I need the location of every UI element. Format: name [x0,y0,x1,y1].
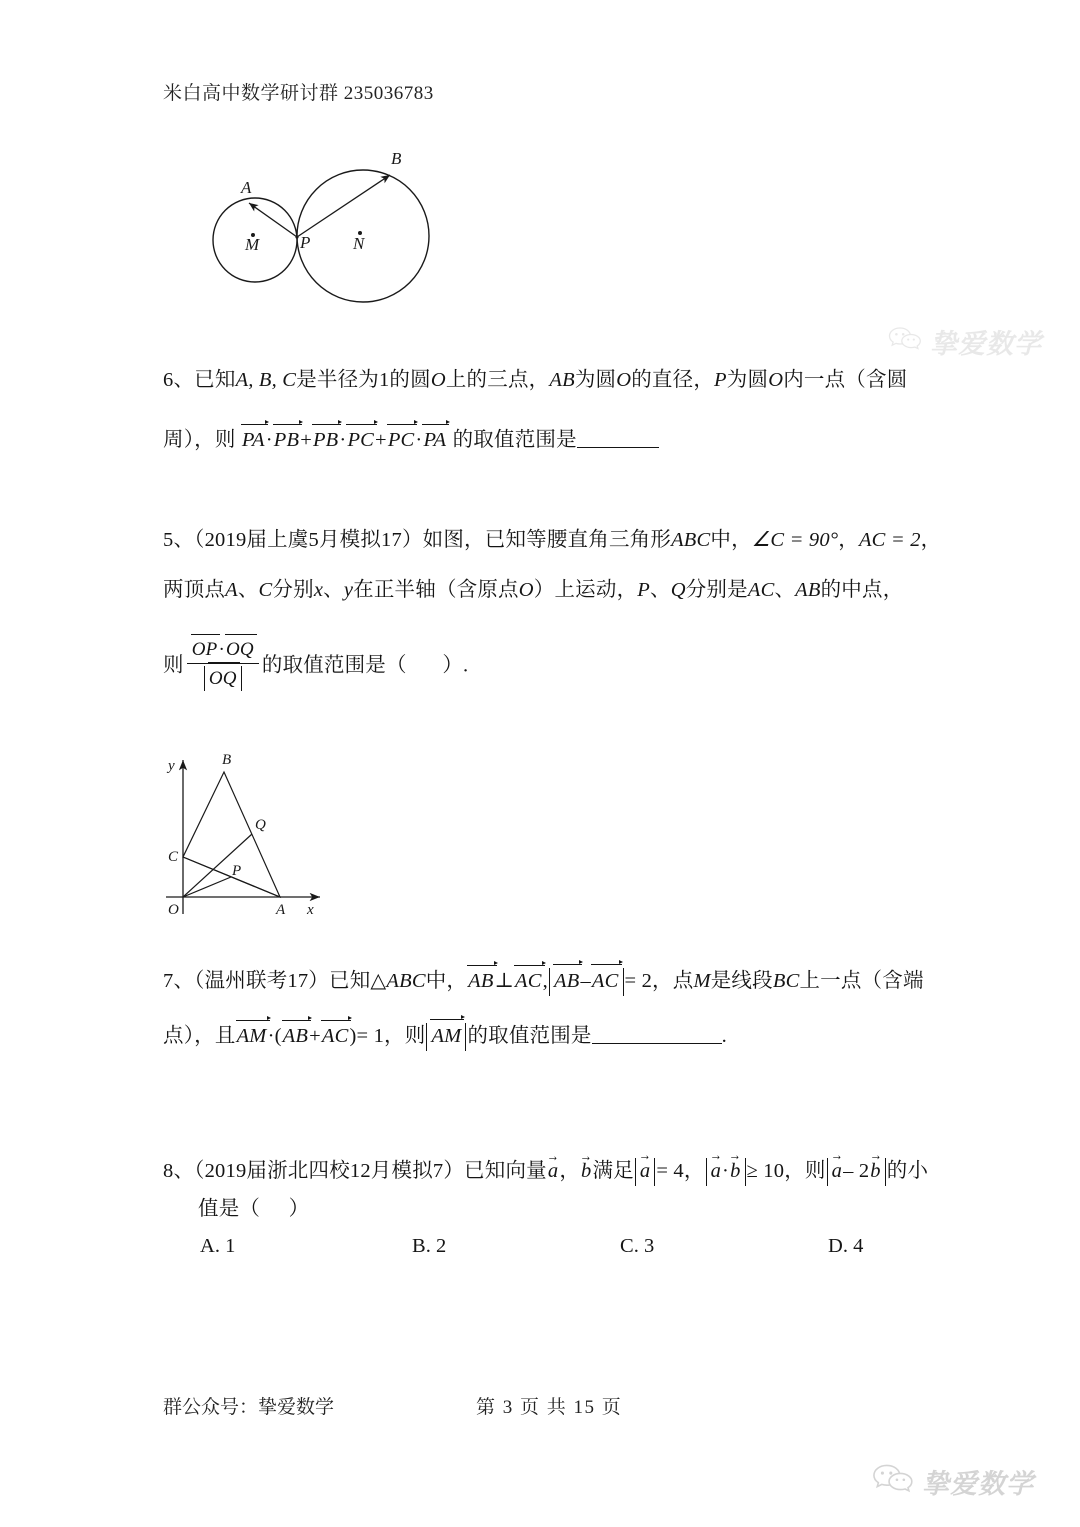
q8-l2: 值是（ [198,1198,261,1220]
watermark-top [888,322,1042,361]
q6-circle-O-3: O [768,369,784,391]
q7-l2-mid: ，则 [384,1025,426,1047]
q8-abs-a [635,1158,655,1186]
option-A[interactable] [200,1235,235,1258]
q5-vertex-C: C [258,579,273,601]
option-C[interactable] [620,1235,654,1258]
problem-6-line-1 [163,368,907,394]
q5-axis-y: y [343,579,354,601]
q5-l2-e: 分别 [272,579,314,601]
q7-seg-BC: BC [772,970,800,992]
q8-vector-a-3: a → [710,1158,722,1186]
q6-text-c: 是半径为1的圆 [296,369,431,391]
q7-l2-tail: 的取值范围是 [467,1025,592,1047]
problem-6-line-2 [163,428,659,454]
q8-vector-b-1: b → [580,1159,592,1185]
figure2-label-O: O [168,902,179,918]
q7-vector-AC-2: AC [591,968,620,996]
q5-point-P: P [637,579,651,601]
q5-l2-i: 在正半轴（含原点 [353,579,519,601]
q5-answer-gap[interactable] [407,654,443,676]
q6-seg-AB: AB [549,369,575,391]
figure2-label-A: A [276,902,286,918]
option-B[interactable] [412,1235,446,1258]
q7-rparen: ) [349,1025,357,1047]
problem-5-line-3 [163,640,468,693]
q8-l2-end: ） [288,1198,310,1220]
q5-l2-m: 、 [650,579,671,601]
q7-triangle-ABC: ABC [386,970,426,992]
option-B-sep: . [425,1235,436,1257]
q8-abs-a-dot-b [706,1158,746,1186]
q6-dot-1: · [265,429,273,451]
problem-8-line-2 [198,1197,309,1223]
q8-l1-b: 满足 [592,1160,634,1182]
wechat-icon-svg [872,1463,914,1495]
q5-l2-s: 的中点， [820,579,904,601]
figure-label-M: M [245,235,260,254]
q8-geq10: ≥ 10 [746,1160,785,1182]
q7-l1-tail3: 上一点（含端 [799,970,924,992]
q8-vector-a-4: a → [831,1158,843,1186]
q8-vector-b-3: b → [869,1158,881,1186]
q8-abs-dot: · [722,1160,730,1182]
q6-vector-PB-2: PB [312,428,339,454]
q6-vector-PB-1: PB [273,428,300,454]
q7-abs-AM [426,1023,466,1051]
q7-vector-AM-1: AM [236,1024,268,1050]
q7-abs-diff [549,968,624,996]
q7-plus: + [309,1025,321,1047]
q6-answer-blank[interactable] [577,447,659,448]
wechat-icon-svg [888,326,922,352]
option-D[interactable] [828,1235,863,1258]
axis-label-x: x [307,902,314,918]
q6-vector-PC-2: PC [387,428,416,454]
q7-minus: – [580,970,591,992]
q6-text-i: 的直径， [631,369,715,391]
footer-left: 群公众号：挚爱数学 [163,1397,335,1418]
q7-l1-c: 中， [425,970,468,992]
q8-eq4: = 4 [656,1160,684,1182]
q5-l3-end: ）. [442,654,469,677]
q6-points: A, B, C [235,369,297,391]
watermark-top-text: 挚爱数学 [930,329,1042,360]
q5-triangle-ABC: ABC [671,529,711,551]
q6-l2-a: 周），则 [163,429,236,451]
option-A-sep: . [214,1235,226,1257]
problem-8-line-1 [163,1158,928,1186]
q5-seg-AB: AB [795,579,821,601]
q7-vector-AM-2: AM [430,1023,462,1051]
problem-5-line-1 [163,528,941,554]
option-B-value: 2 [435,1235,447,1257]
q6-circle-O-2: O [616,369,632,391]
figure-label-A: A [241,178,252,197]
q5-frac-dot: · [218,639,225,660]
q5-fraction-denominator [187,664,259,692]
q8-l1-tail: 的小 [886,1160,929,1182]
figure2-label-B: B [222,752,232,768]
q7-l1-tail2: 是线段 [710,970,773,992]
option-C-value: 3 [643,1235,655,1257]
q8-comma-3: ，则 [784,1160,826,1182]
q6-vector-PA-1: PA [241,428,266,454]
q5-fraction [187,638,259,691]
q5-axis-x: x [313,579,324,601]
q7-l1-a: 7、（温州联考17）已知△ [163,970,387,992]
q7-point-M: M [693,970,711,992]
problem-5-line-2 [163,578,903,604]
option-D-value: 4 [853,1235,864,1257]
q5-vertex-A: A [225,579,238,601]
figure-coordinate-triangle [152,742,372,927]
q6-text-e: 上的三点， [445,369,550,391]
q5-vector-OQ-num: OQ [225,639,254,660]
q6-vector-PC-1: PC [346,428,375,454]
q8-vector-a-2: a → [639,1158,651,1186]
q7-dot: · [267,1025,275,1047]
problem-7-line-1 [163,968,924,996]
figure-label-P: P [300,233,311,252]
q5-angle-C: ∠C = 90° [751,529,839,551]
q5-l2-a: 两顶点 [163,579,226,601]
q7-comma: , [542,970,548,992]
q5-seg-AC: AC [747,579,775,601]
q5-l1-g: ， [920,529,942,551]
q6-plus-2: + [375,429,387,451]
q6-circle-O-1: O [430,369,446,391]
option-A-key: A [200,1235,215,1257]
q8-comma-1: ， [559,1160,581,1182]
q7-answer-blank[interactable] [592,1043,722,1044]
q5-vector-OP: OP [191,639,218,660]
q8-abs-minus: – 2 [843,1160,870,1182]
q7-l2-a: 点），且 [163,1025,236,1047]
q5-point-Q: Q [670,579,686,601]
figure2-label-P: P [232,863,242,879]
option-C-sep: . [633,1235,644,1257]
q6-vector-PA-2: PA [422,428,447,454]
option-B-key: B [412,1235,426,1257]
q7-vector-AB-2: AB [553,968,580,996]
q8-abs-a-minus-2b [827,1158,886,1186]
q8-answer-gap[interactable] [260,1198,289,1220]
q7-eq1: = 1 [356,1025,385,1047]
q8-l1-a: 8、（2019届浙北四校12月模拟7）已知向量 [163,1160,547,1182]
q7-perp: ⊥ [494,970,515,992]
wechat-icon [872,1463,914,1500]
q5-abs-OQ [204,666,242,692]
q6-point-P: P [714,369,727,391]
q5-l1-e: ， [838,529,859,551]
q5-l2-k: ）上运动， [533,579,638,601]
q7-vector-AB-3: AB [282,1024,309,1050]
q7-l1-tail: ，点 [652,970,694,992]
q5-l1-a: 5、（2019届上虞5月模拟17）如图，已知等腰直角三角形 [163,529,672,551]
q6-dot-3: · [415,429,423,451]
axis-label-y: y [168,758,175,774]
q5-l3-tail: 的取值范围是（ [261,654,407,677]
q6-text-m: 内一点（含圆 [783,369,908,391]
figure2-label-C: C [168,849,179,865]
wechat-icon [888,326,922,357]
q5-l2-q: 、 [774,579,796,601]
q6-text-a: 6、已知 [163,369,236,391]
q5-AC-len: AC = 2 [858,529,921,551]
q6-l2-tail: 的取值范围是 [452,429,577,451]
q7-vector-AC-3: AC [321,1024,350,1050]
option-D-sep: . [842,1235,854,1257]
q7-period: . [721,1025,727,1047]
q8-comma-2: ， [683,1160,705,1182]
q5-l1-c: 中， [710,529,752,551]
watermark-bottom [872,1462,1034,1501]
q5-l2-o: 分别是 [685,579,748,601]
q8-vector-a-1: a → [547,1159,559,1185]
watermark-bottom-text: 挚爱数学 [922,1469,1034,1500]
option-D-key: D [828,1235,843,1257]
q6-text-g: 为圆 [574,369,617,391]
q5-l3-a: 则 [163,654,184,677]
figure-label-N: N [353,234,365,253]
q5-l2-g: 、 [323,579,344,601]
q6-text-k: 为圆 [726,369,769,391]
q7-eq2: = 2 [624,970,653,992]
q7-vector-AB-1: AB [467,969,494,995]
q8-vector-b-2: b → [729,1158,741,1186]
q5-vector-OQ-den: OQ [208,666,238,692]
option-A-value: 1 [225,1235,236,1257]
q6-plus-1: + [300,429,312,451]
figure-label-B: B [391,149,402,168]
tangent-circles-svg [183,138,473,323]
q5-l2-c: 、 [237,579,259,601]
figure2-label-Q: Q [255,817,266,833]
coordinate-triangle-svg [152,742,372,927]
document-header: 米白高中数学研讨群 235036783 [163,83,434,104]
q5-fraction-numerator [187,638,259,664]
q7-lparen: ( [274,1025,282,1047]
option-C-key: C [620,1235,634,1257]
figure-tangent-circles [183,138,473,323]
q6-dot-2: · [339,429,347,451]
q5-origin-O: O [518,579,534,601]
q7-vector-AC-1: AC [514,969,543,995]
problem-7-line-2 [163,1023,727,1051]
footer-page-number: 第 3 页 共 15 页 [476,1397,623,1418]
